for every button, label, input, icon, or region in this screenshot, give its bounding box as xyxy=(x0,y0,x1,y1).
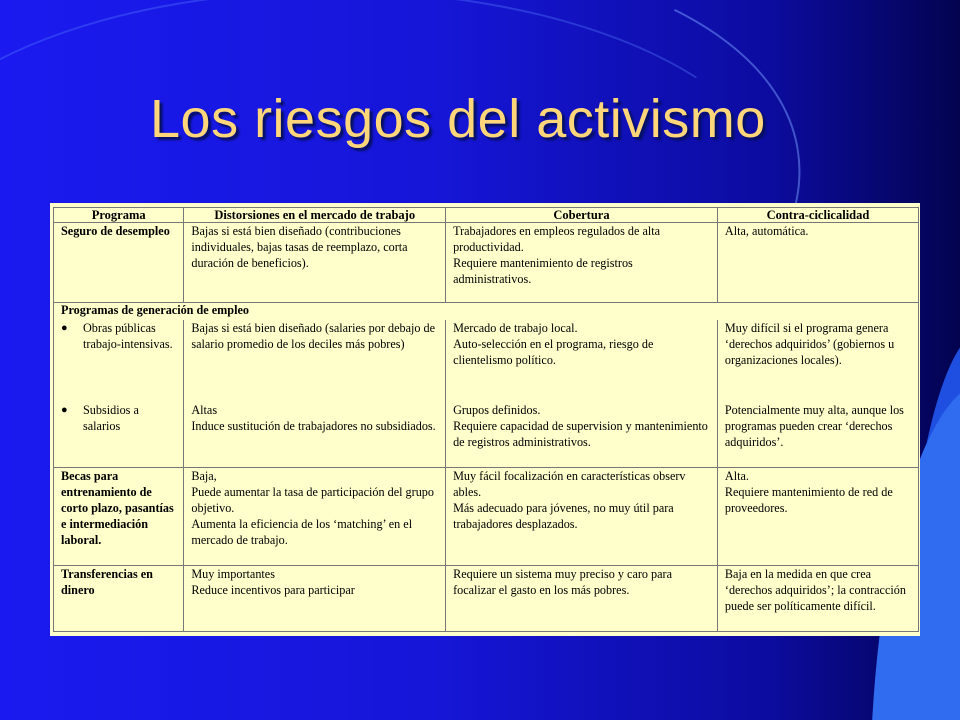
cell-cobertura xyxy=(446,402,718,468)
header-cobertura: Cobertura xyxy=(446,208,718,223)
cell-text: Trabajadores en empleos regulados de alta productividad. xyxy=(453,224,661,254)
cell-programa xyxy=(54,320,184,402)
cell-text: Altas xyxy=(191,402,218,417)
table-header-row xyxy=(54,208,919,223)
cell-text: Requiere mantenimiento de registros administrativos. xyxy=(453,255,633,286)
cell-contra: Potencialmente muy alta, aunque los programas pueden crear ‘derechos adquiridos’. xyxy=(717,402,918,468)
cell-contra xyxy=(717,468,918,566)
cell-programa: Seguro de desempleo xyxy=(54,223,184,303)
cell-text: Muy importantes xyxy=(191,567,275,582)
cell-distorsiones: Bajas si está bien diseñado (contribuciones individuales, bajas tasas de reemplazo, corta duración de beneficios). xyxy=(184,223,446,303)
slide-title: Los riesgos del activismo xyxy=(150,89,766,149)
cell-text: Obras públicas trabajo-intensivas. xyxy=(83,320,173,351)
cell-distorsiones xyxy=(184,402,446,468)
bullet-icon: ● xyxy=(61,321,68,334)
cell-cobertura xyxy=(446,468,718,566)
cell-text: Aumenta la eficiencia de los ‘matching’ en el mercado de trabajo. xyxy=(191,516,413,547)
cell-text: Requiere mantenimiento de red de proveedores. xyxy=(724,485,893,516)
cell-text: Subsidios a salarios xyxy=(83,402,139,433)
cell-programa xyxy=(54,402,184,468)
cell-text: Grupos definidos. xyxy=(453,402,541,417)
cell-programa: Transferencias en dinero xyxy=(54,566,184,632)
cell-text: Muy fácil focalización en características observ ables. xyxy=(453,469,686,500)
cell-text: Baja, xyxy=(191,469,217,484)
cell-programa: Becas para entrenamiento de corto plazo, pasantías e intermediación laboral. xyxy=(54,468,184,566)
comparison-table-panel xyxy=(50,203,920,636)
header-distorsiones: Distorsiones en el mercado de trabajo xyxy=(184,208,446,223)
section-heading: Programas de generación de empleo xyxy=(54,303,919,320)
table-row xyxy=(54,566,919,632)
cell-text: Puede aumentar la tasa de participación del grupo objetivo. xyxy=(191,485,434,516)
cell-text: Alta. xyxy=(724,469,749,484)
cell-text: Más adecuado para jóvenes, no muy útil para trabajadores desplazados. xyxy=(453,501,674,531)
header-contra-ciclicalidad: Contra-ciclicalidad xyxy=(717,208,918,223)
cell-cobertura: Requiere un sistema muy preciso y caro para focalizar el gasto en los más pobres. xyxy=(446,566,718,632)
cell-distorsiones xyxy=(184,566,446,632)
table-row xyxy=(54,320,919,402)
table-row xyxy=(54,468,919,566)
table-section-row xyxy=(54,303,919,320)
cell-distorsiones: Bajas si está bien diseñado (salaries por debajo de salario promedio de los deciles más pobres) xyxy=(184,320,446,402)
cell-cobertura xyxy=(446,320,718,402)
bullet-icon: ● xyxy=(61,403,68,416)
cell-distorsiones xyxy=(184,468,446,566)
cell-text: Induce sustitución de trabajadores no subsidiados. xyxy=(191,418,436,433)
cell-contra: Alta, automática. xyxy=(717,223,918,303)
table-row xyxy=(54,223,919,303)
comparison-table xyxy=(53,207,919,632)
cell-cobertura xyxy=(446,223,718,303)
header-programa: Programa xyxy=(54,208,184,223)
cell-contra: Baja en la medida en que crea ‘derechos adquiridos’; la contracción puede ser políticamente difícil. xyxy=(717,566,918,632)
cell-contra: Muy difícil si el programa genera ‘derechos adquiridos’ (gobiernos u organizaciones locales). xyxy=(717,320,918,402)
cell-text: Reduce incentivos para participar xyxy=(191,583,355,598)
table-row xyxy=(54,402,919,468)
cell-text: Requiere capacidad de supervision y mantenimiento de registros administrativos. xyxy=(453,418,708,449)
cell-text: Auto-selección en el programa, riesgo de clientelismo político. xyxy=(453,336,654,367)
cell-text: Mercado de trabajo local. xyxy=(453,320,578,335)
